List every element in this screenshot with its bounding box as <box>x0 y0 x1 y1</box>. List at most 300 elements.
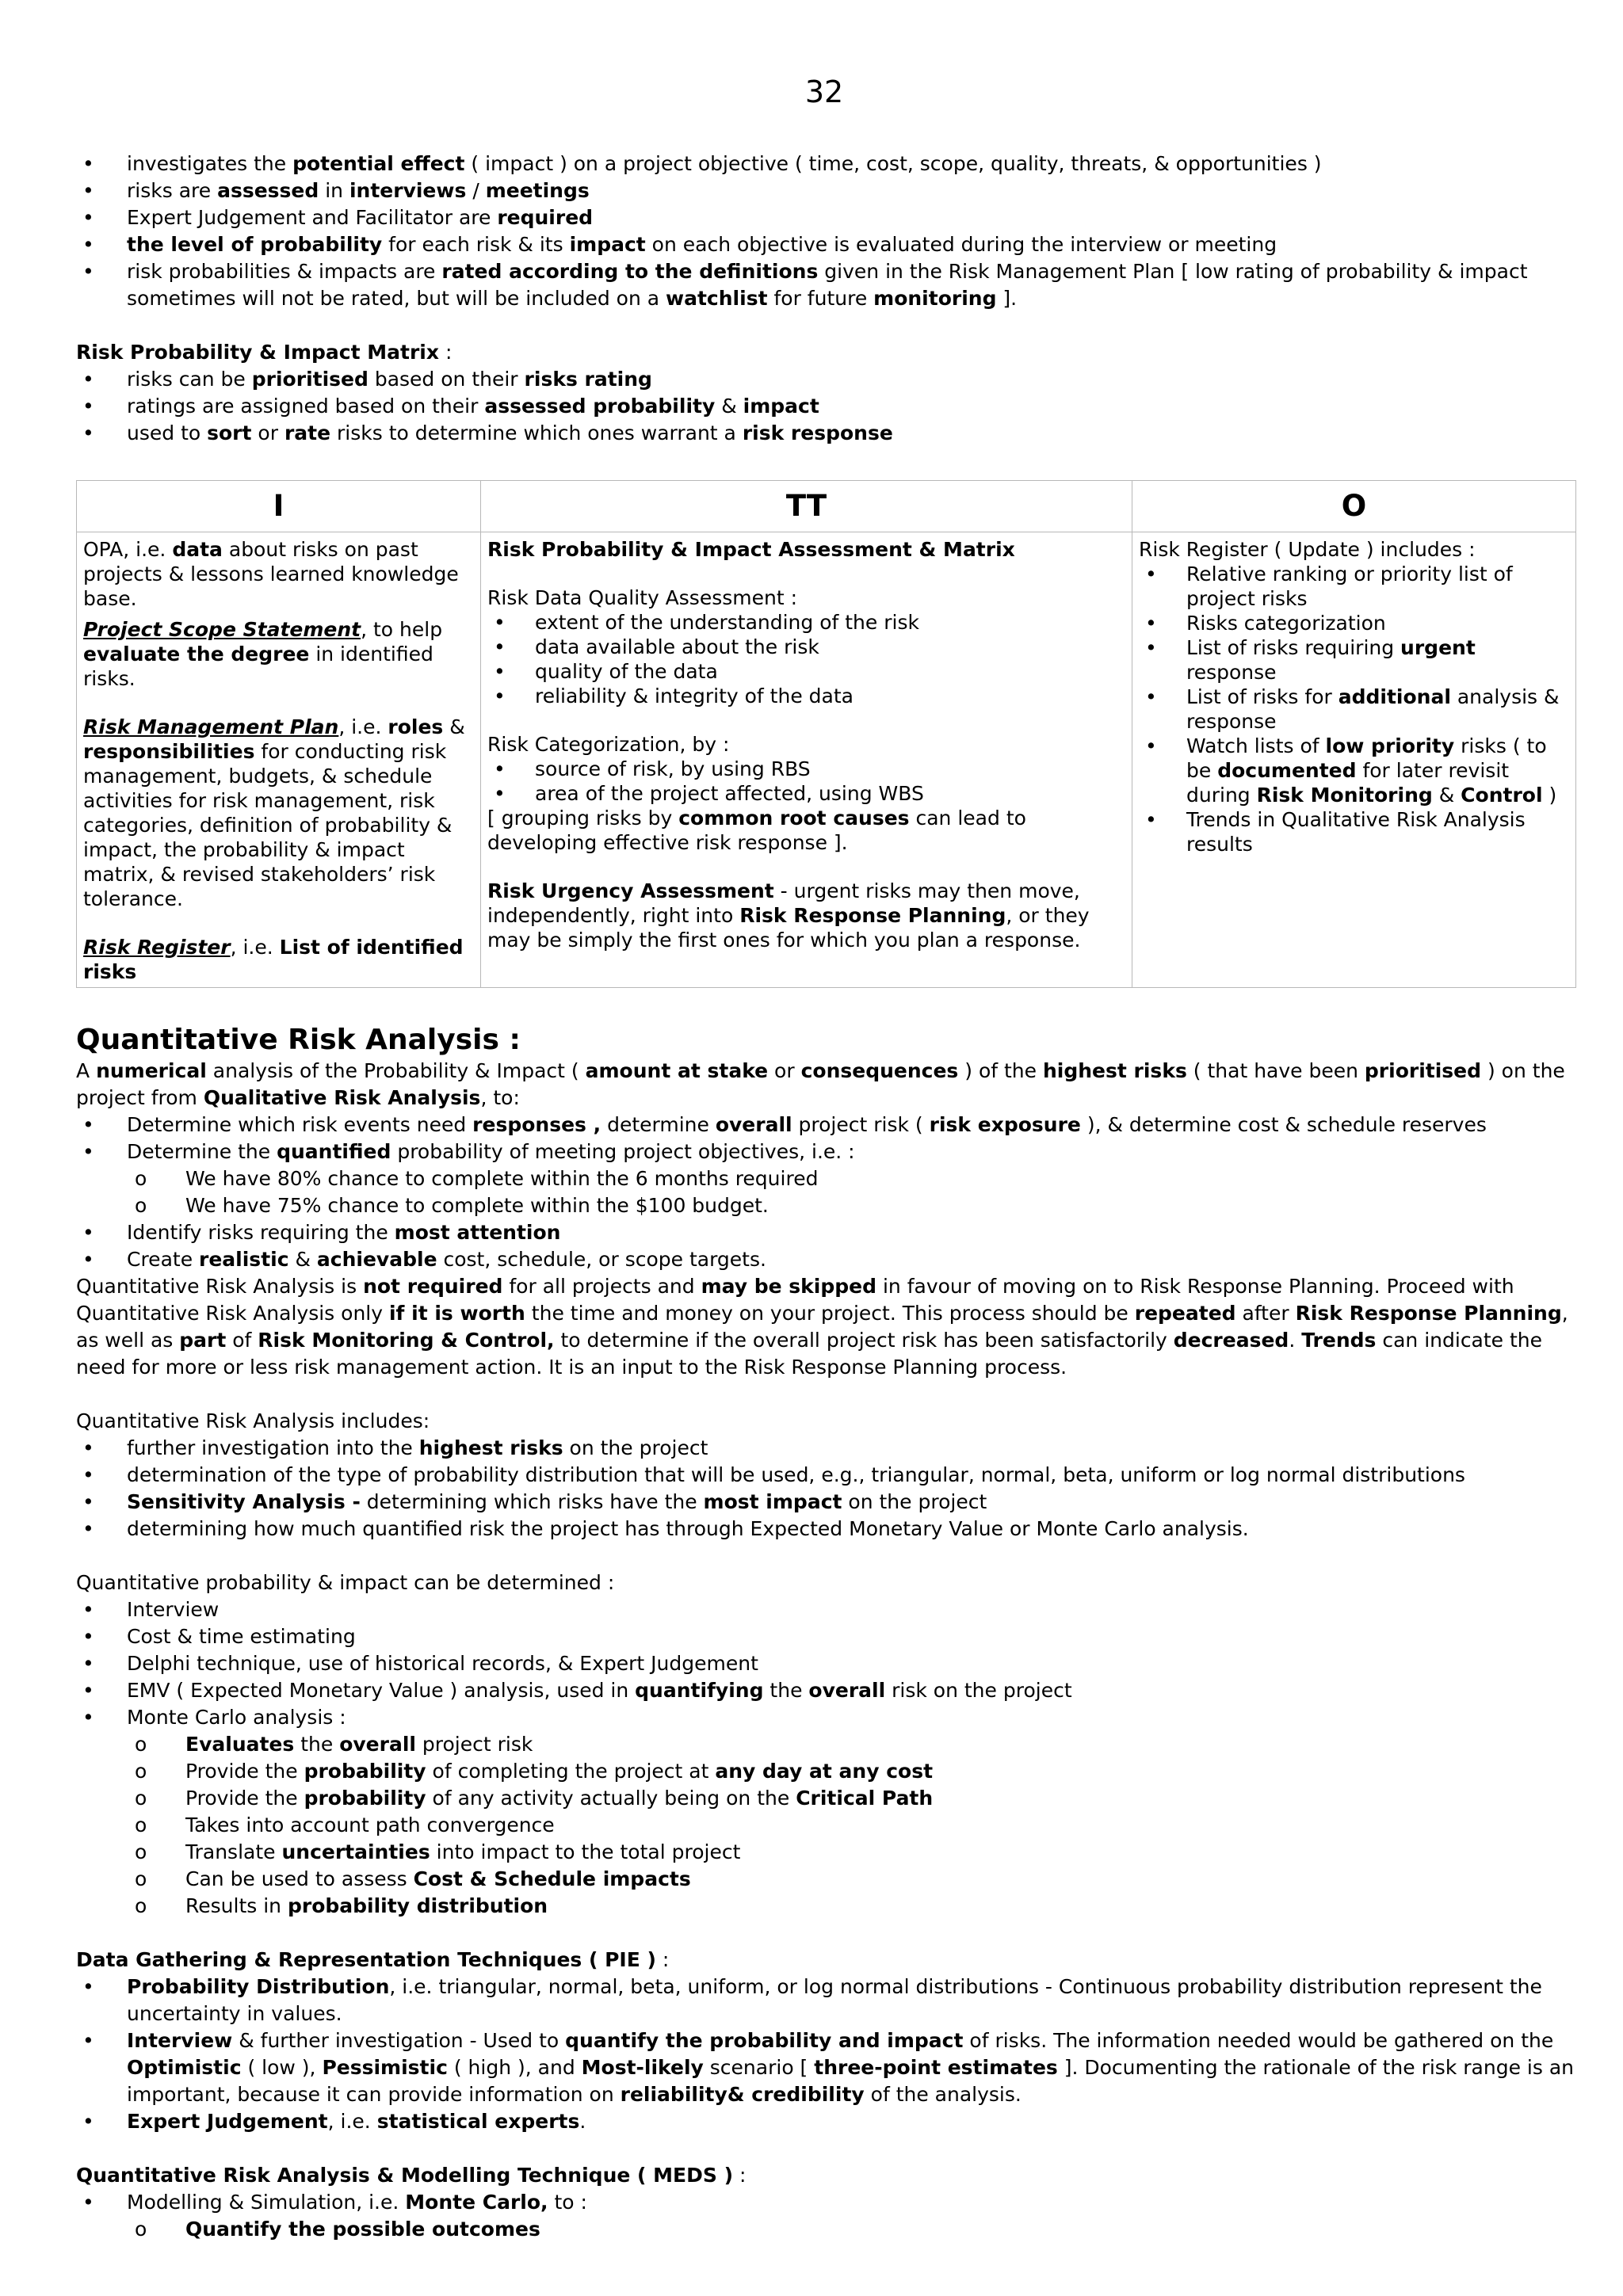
list-item <box>76 1192 1574 1219</box>
text-line <box>76 1947 1574 1974</box>
emphasis-text: monitoring <box>873 287 997 310</box>
text-run: for conducting risk management, budgets, & schedule activities for risk management, risk categories, definition of probability & impact, the probability & impact matrix, & revised stakeholders’ risk tolerance. <box>83 740 453 910</box>
text-run: Delphi technique, use of historical records, & Expert Judgement <box>127 1652 758 1675</box>
emphasis-text: Sensitivity Analysis - <box>127 1490 361 1513</box>
text-run: We have 80% chance to complete within the 6 months required <box>185 1167 819 1190</box>
text-run: Risk Categorization, by : <box>487 733 730 756</box>
emphasis-text: Quantify the possible outcomes <box>185 2218 540 2241</box>
text-run: ( impact ) on a project objective ( time, cost, scope, quality, threats, & opportunities ) <box>464 152 1322 175</box>
text-run: , as well as <box>76 1302 1568 1352</box>
text-run: probability of meeting project objectives, i.e. : <box>391 1140 855 1163</box>
text-run: in favour of moving on to Risk Response Planning. Proceed with Quantitative Risk Analysis only <box>76 1275 1514 1325</box>
emphasis-text: probability distribution <box>287 1894 548 1917</box>
emphasis-text: interviews <box>349 179 467 202</box>
emphasis-text: overall <box>715 1113 792 1136</box>
list-item <box>1139 611 1568 635</box>
text-run: into impact to the total project <box>430 1840 741 1863</box>
text-run: project risk ( <box>792 1113 930 1136</box>
emphasis-text: realistic <box>199 1248 289 1271</box>
text-run: source of risk, by using RBS <box>535 757 811 780</box>
text-run: A <box>76 1059 97 1082</box>
emphasis-text: may be skipped <box>701 1275 877 1298</box>
text-run: the <box>294 1733 340 1756</box>
text-run: Determine the <box>127 1140 277 1163</box>
text-run: data available about the risk <box>535 635 819 658</box>
text-run: Risk Register ( Update ) includes : <box>1139 538 1476 561</box>
list-item <box>76 151 1574 177</box>
text-run: in identified risks. <box>83 643 433 690</box>
emphasis-text: common root causes <box>678 807 910 830</box>
intro-bullet-list <box>76 151 1574 312</box>
text-run: risks are <box>127 179 218 202</box>
emphasis-text: List of identified risks <box>83 936 464 983</box>
text-run: quality of the data <box>535 660 718 683</box>
text-run: ) of the <box>958 1059 1043 1082</box>
text-run: risk on the project <box>885 1679 1072 1702</box>
emphasis-text: roles <box>388 715 444 738</box>
text-run: risks to determine which ones warrant a <box>330 421 743 444</box>
text-run: , i.e. <box>327 2110 377 2133</box>
emphasis-text: the level of probability <box>127 233 383 256</box>
text-run: - urgent risks may then move, independently, right into <box>487 879 1080 927</box>
emphasis-text: risk exposure <box>929 1113 1081 1136</box>
text-run: ratings are assigned based on their <box>127 395 485 418</box>
determined-label <box>76 1569 1574 1596</box>
text-run: List of risks for <box>1186 685 1338 708</box>
emphasis-text: if it is worth <box>388 1302 525 1325</box>
tools-cell <box>481 532 1132 988</box>
list-item <box>76 1489 1574 1516</box>
list-item <box>76 1650 1574 1677</box>
text-run: & further investigation - Used to <box>232 2029 566 2052</box>
text-run: ]. Documenting the rationale of the risk range is an important, because it can provide information on <box>127 2056 1574 2106</box>
list-item <box>1139 807 1568 856</box>
pie-list <box>76 1974 1574 2135</box>
emphasis-text: most attention <box>394 1221 561 1244</box>
emphasis-text: Risk Register <box>83 936 231 959</box>
emphasis-text: documented <box>1217 759 1357 782</box>
page-number: 32 <box>804 74 844 109</box>
emphasis-text: probability <box>304 1760 426 1783</box>
text-run: ( high ), and <box>447 2056 582 2079</box>
emphasis-text: Pessimistic <box>322 2056 448 2079</box>
itto-header-row <box>77 481 1576 532</box>
text-run: Create <box>127 1248 200 1271</box>
text-run: Modelling & Simulation, i.e. <box>127 2191 406 2214</box>
emphasis-text: numerical <box>96 1059 207 1082</box>
list-item <box>1139 635 1568 685</box>
emphasis-text: Risk Response Planning <box>739 904 1006 927</box>
text-run: / <box>466 179 486 202</box>
emphasis-text: Interview <box>127 2029 233 2052</box>
text-run: [ grouping risks by <box>487 807 679 830</box>
text-run: Cost & time estimating <box>127 1625 356 1648</box>
text-run: of completing the project at <box>426 1760 716 1783</box>
emphasis-text: highest risks <box>418 1436 563 1459</box>
emphasis-text: amount at stake <box>585 1059 769 1082</box>
list-item <box>76 258 1574 312</box>
emphasis-text: rated according to the definitions <box>441 260 819 283</box>
text-run: scenario [ <box>703 2056 815 2079</box>
quant-bullets-a <box>76 1112 1574 1165</box>
list-item <box>487 684 1124 708</box>
quant-sub-a <box>76 1165 1574 1219</box>
emphasis-text: responses , <box>472 1113 601 1136</box>
text-run: ) <box>1542 784 1557 807</box>
text-run: about risks on past projects & lessons learned knowledge base. <box>83 538 459 610</box>
text-run: Risks categorization <box>1186 612 1386 635</box>
emphasis-text: prioritised <box>251 368 369 391</box>
text-run: reliability & integrity of the data <box>535 685 854 707</box>
list-item <box>487 610 1124 635</box>
list-item <box>487 635 1124 659</box>
data-quality-list <box>487 610 1124 708</box>
text-run: can indicate the need for more or less risk management action. It is an input to the Risk Response Planning process. <box>76 1329 1543 1379</box>
text-run: Provide the <box>185 1760 304 1783</box>
itto-table <box>76 480 1576 988</box>
text-run: & <box>288 1248 317 1271</box>
text-run: determine <box>601 1113 716 1136</box>
text-run: , i.e. triangular, normal, beta, uniform, or log normal distributions - Continuous probability distribution represent the uncertainty in values. <box>127 1975 1542 2025</box>
text-run: for all projects and <box>502 1275 701 1298</box>
text-run: : <box>655 1948 670 1971</box>
emphasis-text: quantified <box>277 1140 391 1163</box>
text-run: of any activity actually being on the <box>426 1787 796 1810</box>
categorization-label <box>487 732 1124 757</box>
meds-label <box>76 2162 1574 2189</box>
emphasis-text: quantify the probability and impact <box>565 2029 964 2052</box>
text-run: Quantitative Risk Analysis is <box>76 1275 364 1298</box>
emphasis-text: overall <box>339 1733 416 1756</box>
text-run: on the project <box>563 1436 708 1459</box>
text-run: ( that have been <box>1186 1059 1365 1082</box>
text-run: to determine if the overall project risk has been satisfactorily <box>554 1329 1174 1352</box>
input-risk-register <box>83 935 472 984</box>
list-item <box>487 659 1124 684</box>
text-run: We have 75% chance to complete within the $100 budget. <box>185 1194 769 1217</box>
emphasis-text: Expert Judgement <box>127 2110 328 2133</box>
list-item <box>76 177 1574 204</box>
text-run: of risks. The information needed would be gathered on the <box>963 2029 1554 2052</box>
list-item <box>76 2189 1574 2216</box>
list-item <box>1139 685 1568 734</box>
text-run: Expert Judgement and Facilitator are <box>127 206 498 229</box>
inputs-header: I <box>77 481 481 532</box>
emphasis-text: Risk Management Plan <box>83 715 339 738</box>
emphasis-text: statistical experts <box>376 2110 580 2133</box>
list-item <box>76 1839 1574 1866</box>
list-item <box>76 204 1574 231</box>
emphasis-text: reliability& credibility <box>620 2083 865 2106</box>
monte-carlo-list <box>76 1731 1574 1920</box>
emphasis-text: Quantitative Risk Analysis & Modelling Technique ( MEDS ) <box>76 2164 733 2187</box>
text-run: area of the project affected, using WBS <box>535 782 924 805</box>
text-run: Provide the <box>185 1787 304 1810</box>
text-run: Watch lists of <box>1186 734 1326 757</box>
emphasis-text: Project Scope Statement <box>83 618 361 641</box>
text-run: Results in <box>185 1894 288 1917</box>
list-item <box>76 1893 1574 1920</box>
quant-paragraph <box>76 1273 1574 1381</box>
determined-list <box>76 1596 1574 1731</box>
data-quality-label <box>487 585 1124 610</box>
emphasis-text: any day at any cost <box>715 1760 934 1783</box>
quant-intro <box>76 1058 1574 1112</box>
text-run: Quantitative Risk Analysis includes: <box>76 1409 430 1432</box>
list-item <box>76 2216 1574 2243</box>
text-run: & <box>715 395 743 418</box>
list-item <box>76 1516 1574 1543</box>
emphasis-text: Probability Distribution <box>127 1975 390 1998</box>
text-run: determining how much quantified risk the project has through Expected Monetary Value or Monte Carlo analysis. <box>127 1517 1249 1540</box>
list-item <box>76 1435 1574 1462</box>
text-run: on the project <box>842 1490 987 1513</box>
list-item <box>76 2108 1574 2135</box>
emphasis-text: repeated <box>1134 1302 1236 1325</box>
pie-label <box>76 1947 1574 1974</box>
list-item <box>76 1677 1574 1704</box>
emphasis-text: three-point estimates <box>814 2056 1058 2079</box>
text-run: , or they may be simply the first ones for which you plan a response. <box>487 904 1090 952</box>
list-item <box>76 1704 1574 1731</box>
list-item <box>76 1623 1574 1650</box>
text-run: Determine which risk events need <box>127 1113 473 1136</box>
list-item <box>76 1812 1574 1839</box>
emphasis-text: risk response <box>742 421 893 444</box>
emphasis-text: Data Gathering & Representation Techniques ( PIE ) <box>76 1948 656 1971</box>
list-item <box>76 420 1574 447</box>
text-run: risks ( to be <box>1186 734 1547 782</box>
emphasis-text: highest risks <box>1042 1059 1187 1082</box>
text-run: Relative ranking or priority list of project risks <box>1186 563 1513 610</box>
emphasis-text: overall <box>808 1679 886 1702</box>
text-run: . <box>579 2110 586 2133</box>
emphasis-text: Monte Carlo, <box>405 2191 548 2214</box>
text-run: ) on the project from <box>76 1059 1565 1109</box>
text-run: . <box>1289 1329 1302 1352</box>
section-title: Quantitative Risk Analysis : <box>76 1024 521 1056</box>
categorization-list <box>487 757 1124 806</box>
text-run: Monte Carlo analysis : <box>127 1706 346 1729</box>
text-run: risk probabilities & impacts are <box>127 260 442 283</box>
text-run: Identify risks requiring the <box>127 1221 395 1244</box>
text-line <box>76 2162 1574 2189</box>
text-run: Translate <box>185 1840 282 1863</box>
emphasis-text: additional <box>1338 685 1451 708</box>
emphasis-text: Trends <box>1301 1329 1377 1352</box>
quant-bullets-b <box>76 1219 1574 1273</box>
text-run: Interview <box>127 1598 220 1621</box>
emphasis-text: rate <box>284 421 331 444</box>
emphasis-text: required <box>497 206 594 229</box>
emphasis-text: consequences <box>800 1059 959 1082</box>
urgency-assessment <box>487 879 1124 952</box>
list-item <box>76 1462 1574 1489</box>
emphasis-text: Risk Response Planning <box>1295 1302 1562 1325</box>
text-run: further investigation into the <box>127 1436 419 1459</box>
tools-header: TT <box>481 481 1132 532</box>
list-item <box>76 1785 1574 1812</box>
text-run: , to: <box>480 1086 520 1109</box>
text-run: Can be used to assess <box>185 1867 414 1890</box>
text-run: ), & determine cost & schedule reserves <box>1080 1113 1487 1136</box>
emphasis-text: responsibilities <box>83 740 255 763</box>
emphasis-text: Control <box>1461 784 1543 807</box>
meds-list <box>76 2189 1574 2216</box>
itto-body-row <box>77 532 1576 988</box>
matrix-bullet-list <box>76 366 1574 447</box>
list-item <box>76 1219 1574 1246</box>
includes-list <box>76 1435 1574 1543</box>
list-item <box>76 1974 1574 2027</box>
emphasis-text: Evaluates <box>185 1733 295 1756</box>
text-run: determining which risks have the <box>360 1490 704 1513</box>
text-line <box>76 1408 1574 1435</box>
list-item <box>1139 734 1568 807</box>
input-opa <box>83 537 472 611</box>
text-run: ]. <box>996 287 1018 310</box>
text-run: analysis & response <box>1186 685 1560 733</box>
emphasis-text: decreased <box>1173 1329 1289 1352</box>
emphasis-text: Cost & Schedule impacts <box>413 1867 691 1890</box>
text-run: List of risks requiring <box>1186 636 1401 659</box>
emphasis-text: meetings <box>485 179 590 202</box>
text-run: & <box>443 715 465 738</box>
emphasis-text: sort <box>207 421 252 444</box>
text-run: of <box>226 1329 258 1352</box>
list-item <box>76 393 1574 420</box>
text-run: ( low ), <box>241 2056 323 2079</box>
list-item <box>76 1165 1574 1192</box>
text-run: based on their <box>368 368 525 391</box>
text-run: can lead to developing effective risk response ]. <box>487 807 1026 854</box>
outputs-label <box>1139 537 1568 562</box>
list-item <box>1139 562 1568 611</box>
text-run: for future <box>767 287 874 310</box>
text-run: response <box>1186 661 1277 684</box>
text-run: in <box>319 179 349 202</box>
emphasis-text: urgent <box>1400 636 1476 659</box>
includes-label <box>76 1408 1574 1435</box>
input-scope-statement <box>83 617 472 691</box>
text-run: : <box>439 341 453 364</box>
list-item <box>76 1138 1574 1165</box>
emphasis-text: assessed probability <box>484 395 716 418</box>
emphasis-text: Critical Path <box>796 1787 934 1810</box>
text-run: cost, schedule, or scope targets. <box>437 1248 766 1271</box>
emphasis-text: risks rating <box>524 368 652 391</box>
text-run: extent of the understanding of the risk <box>535 611 919 634</box>
emphasis-text: Risk Monitoring & Control, <box>258 1329 555 1352</box>
text-run: for each risk & its <box>382 233 570 256</box>
text-run: the <box>763 1679 809 1702</box>
list-item <box>76 1866 1574 1893</box>
text-run: or <box>251 421 285 444</box>
list-item <box>76 2027 1574 2108</box>
text-run: Quantitative probability & impact can be determined : <box>76 1571 615 1594</box>
text-run: investigates the <box>127 152 293 175</box>
matrix-heading <box>76 339 1574 366</box>
text-run: on each objective is evaluated during the interview or meeting <box>645 233 1277 256</box>
emphasis-text: Risk Probability & Impact Assessment & Matrix <box>487 538 1015 561</box>
inputs-cell <box>77 532 481 988</box>
list-item <box>76 1112 1574 1138</box>
input-risk-management-plan <box>83 715 472 911</box>
list-item <box>76 1731 1574 1758</box>
list-item <box>76 1246 1574 1273</box>
text-run: Takes into account path convergence <box>185 1814 555 1836</box>
text-run: the time and money on your project. This process should be <box>525 1302 1135 1325</box>
list-item <box>487 757 1124 781</box>
categorization-note <box>487 806 1124 855</box>
emphasis-text: prioritised <box>1364 1059 1482 1082</box>
emphasis-text: most impact <box>703 1490 842 1513</box>
emphasis-text: Most-likely <box>581 2056 704 2079</box>
emphasis-text: probability <box>304 1787 426 1810</box>
text-run: : <box>733 2164 747 2187</box>
text-run: EMV ( Expected Monetary Value ) analysis, used in <box>127 1679 636 1702</box>
emphasis-text: potential effect <box>292 152 465 175</box>
emphasis-text: uncertainties <box>281 1840 430 1863</box>
emphasis-text: assessed <box>217 179 319 202</box>
emphasis-text: Qualitative Risk Analysis <box>203 1086 481 1109</box>
text-run: used to <box>127 421 208 444</box>
text-run: , to help <box>361 618 443 641</box>
text-run: project risk <box>415 1733 533 1756</box>
page-content <box>76 151 1574 2243</box>
text-run: Trends in Qualitative Risk Analysis results <box>1186 808 1526 856</box>
text-line <box>76 339 1574 366</box>
text-run: given in the Risk Management Plan [ low rating of probability & impact sometimes will not be rated, but will be included on a <box>127 260 1528 310</box>
list-item <box>76 1596 1574 1623</box>
text-run: for later revisit during <box>1186 759 1510 807</box>
text-run: analysis of the Probability & Impact ( <box>206 1059 586 1082</box>
outputs-cell <box>1132 532 1576 988</box>
meds-sub-list <box>76 2216 1574 2243</box>
emphasis-text: Risk Urgency Assessment <box>487 879 774 902</box>
emphasis-text: evaluate the degree <box>83 643 310 666</box>
emphasis-text: Risk Monitoring <box>1256 784 1433 807</box>
text-run: determination of the type of probability distribution that will be used, e.g., triangular, normal, beta, uniform or log normal distributions <box>127 1463 1465 1486</box>
outputs-header: O <box>1132 481 1576 532</box>
emphasis-text: impact <box>743 395 819 418</box>
emphasis-text: quantifying <box>635 1679 764 1702</box>
list-item <box>76 1758 1574 1785</box>
emphasis-text: achievable <box>316 1248 437 1271</box>
emphasis-text: low priority <box>1325 734 1455 757</box>
list-item <box>487 781 1124 806</box>
list-item <box>76 366 1574 393</box>
text-line <box>76 1569 1574 1596</box>
tools-heading <box>487 537 1124 562</box>
emphasis-text: impact <box>569 233 646 256</box>
text-run: after <box>1235 1302 1296 1325</box>
emphasis-text: data <box>172 538 223 561</box>
emphasis-text: Risk Probability & Impact Matrix <box>76 341 439 364</box>
emphasis-text: part <box>179 1329 227 1352</box>
text-run: of the analysis. <box>864 2083 1022 2106</box>
text-run: or <box>768 1059 801 1082</box>
outputs-list <box>1139 562 1568 856</box>
text-run: risks can be <box>127 368 252 391</box>
text-run: Risk Data Quality Assessment : <box>487 586 798 609</box>
list-item <box>76 231 1574 258</box>
text-run: to : <box>548 2191 587 2214</box>
text-run: OPA, i.e. <box>83 538 173 561</box>
text-run: , i.e. <box>230 936 280 959</box>
emphasis-text: watchlist <box>666 287 768 310</box>
emphasis-text: not required <box>363 1275 503 1298</box>
